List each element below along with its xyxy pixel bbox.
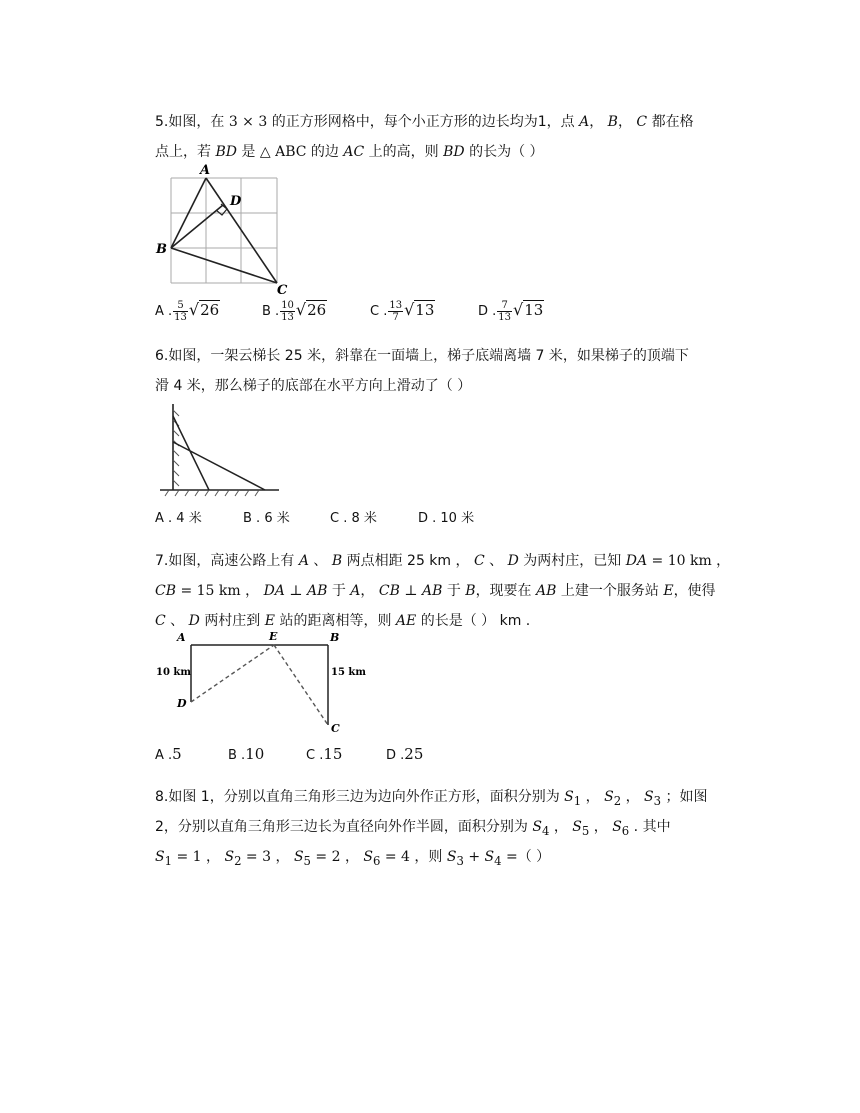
q6-line-1: 6.如图，一架云梯长 25 米，斜靠在一面墙上，梯子底端离墙 7 米，如果梯子的顶端下 <box>155 348 689 364</box>
q8-line-1: 8.如图 1，分别以直角三角形三边为边向外作正方形，面积分别为 $S_1$ ， $S_2$ ， $S_3$ ；如图 <box>155 789 708 808</box>
q7-line-1: 7.如图，高速公路上有 A 、 B 两点相距 25 km ， C 、 D 为两村庄，已知 DA = 10 km ， <box>155 553 731 569</box>
q7-highway-figure <box>150 630 370 740</box>
label-c: C <box>277 283 288 295</box>
q5-triangle <box>171 178 277 283</box>
q6-option-a[interactable]: A . 4 米 <box>155 511 202 526</box>
q6-option-d[interactable]: D . 10 米 <box>418 511 475 526</box>
q5-grid-figure <box>150 160 300 295</box>
q5-grid-lines <box>171 178 277 283</box>
q7-option-a[interactable]: A .5 <box>155 745 182 763</box>
label-a: A <box>200 163 211 178</box>
label-c: C <box>331 722 340 735</box>
label-10km: 10 km <box>156 667 191 678</box>
q8-line-2: 2，分别以直角三角形三边长为直径向外作半圆，面积分别为 $S_4$ ， $S_5$ ， $S_6$ . 其中 <box>155 819 671 838</box>
q7-option-d[interactable]: D .25 <box>386 745 424 763</box>
q7-option-b[interactable]: B .10 <box>228 745 265 763</box>
q7-line-3: C 、 D 两村庄到 E 站的距离相等，则 AE 的长是（ ） km . <box>155 613 531 629</box>
label-d: D <box>177 697 187 710</box>
ground-hatching <box>165 490 259 496</box>
q5-option-d[interactable]: D . $\frac{7}{13}$ √13 <box>478 300 544 323</box>
q7-solid-lines <box>191 645 328 725</box>
q6-option-c[interactable]: C . 8 米 <box>330 511 377 526</box>
label-d: D <box>230 194 242 209</box>
label-b: B <box>156 242 167 257</box>
q5-option-a[interactable]: A . $\frac{5}{13}$ √26 <box>155 300 220 323</box>
q6-ladder-figure <box>155 398 285 498</box>
q8-line-3: $S_1 = 1$ ， $S_2 = 3$ ， $S_5 = 2$ ， $S_6 = 4$ ，则 $S_3 + S_4$ =（ ） <box>155 849 551 868</box>
q6-line-2: 滑 4 米，那么梯子的底部在水平方向上滑动了（ ） <box>155 378 472 394</box>
q5-line-1: 5.如图，在 3 × 3 的正方形网格中，每个小正方形的边长均为1，点 A， B， C 都在格 <box>155 114 694 130</box>
label-15km: 15 km <box>331 667 366 678</box>
q5-option-c[interactable]: C . $\frac{13}{7}$ √13 <box>370 300 435 323</box>
q5-line-2: 点上，若 BD 是 △ ABC 的边 AC 上的高，则 BD 的长为（ ） <box>155 144 544 160</box>
q7-line-2: CB = 15 km ， DA ⊥ AB 于 A， CB ⊥ AB 于 B，现要在 AB 上建一个服务站 E，使得 <box>155 583 716 599</box>
q7-option-c[interactable]: C .15 <box>306 745 343 763</box>
label-b: B <box>330 631 340 644</box>
ladder-after <box>173 442 265 490</box>
label-e: E <box>269 630 278 643</box>
q7-dashed-lines <box>191 645 328 725</box>
q6-option-b[interactable]: B . 6 米 <box>243 511 290 526</box>
label-a: A <box>177 631 186 644</box>
ladder-before <box>173 416 209 490</box>
q5-option-b[interactable]: B . $\frac{10}{13}$ √26 <box>262 300 327 323</box>
